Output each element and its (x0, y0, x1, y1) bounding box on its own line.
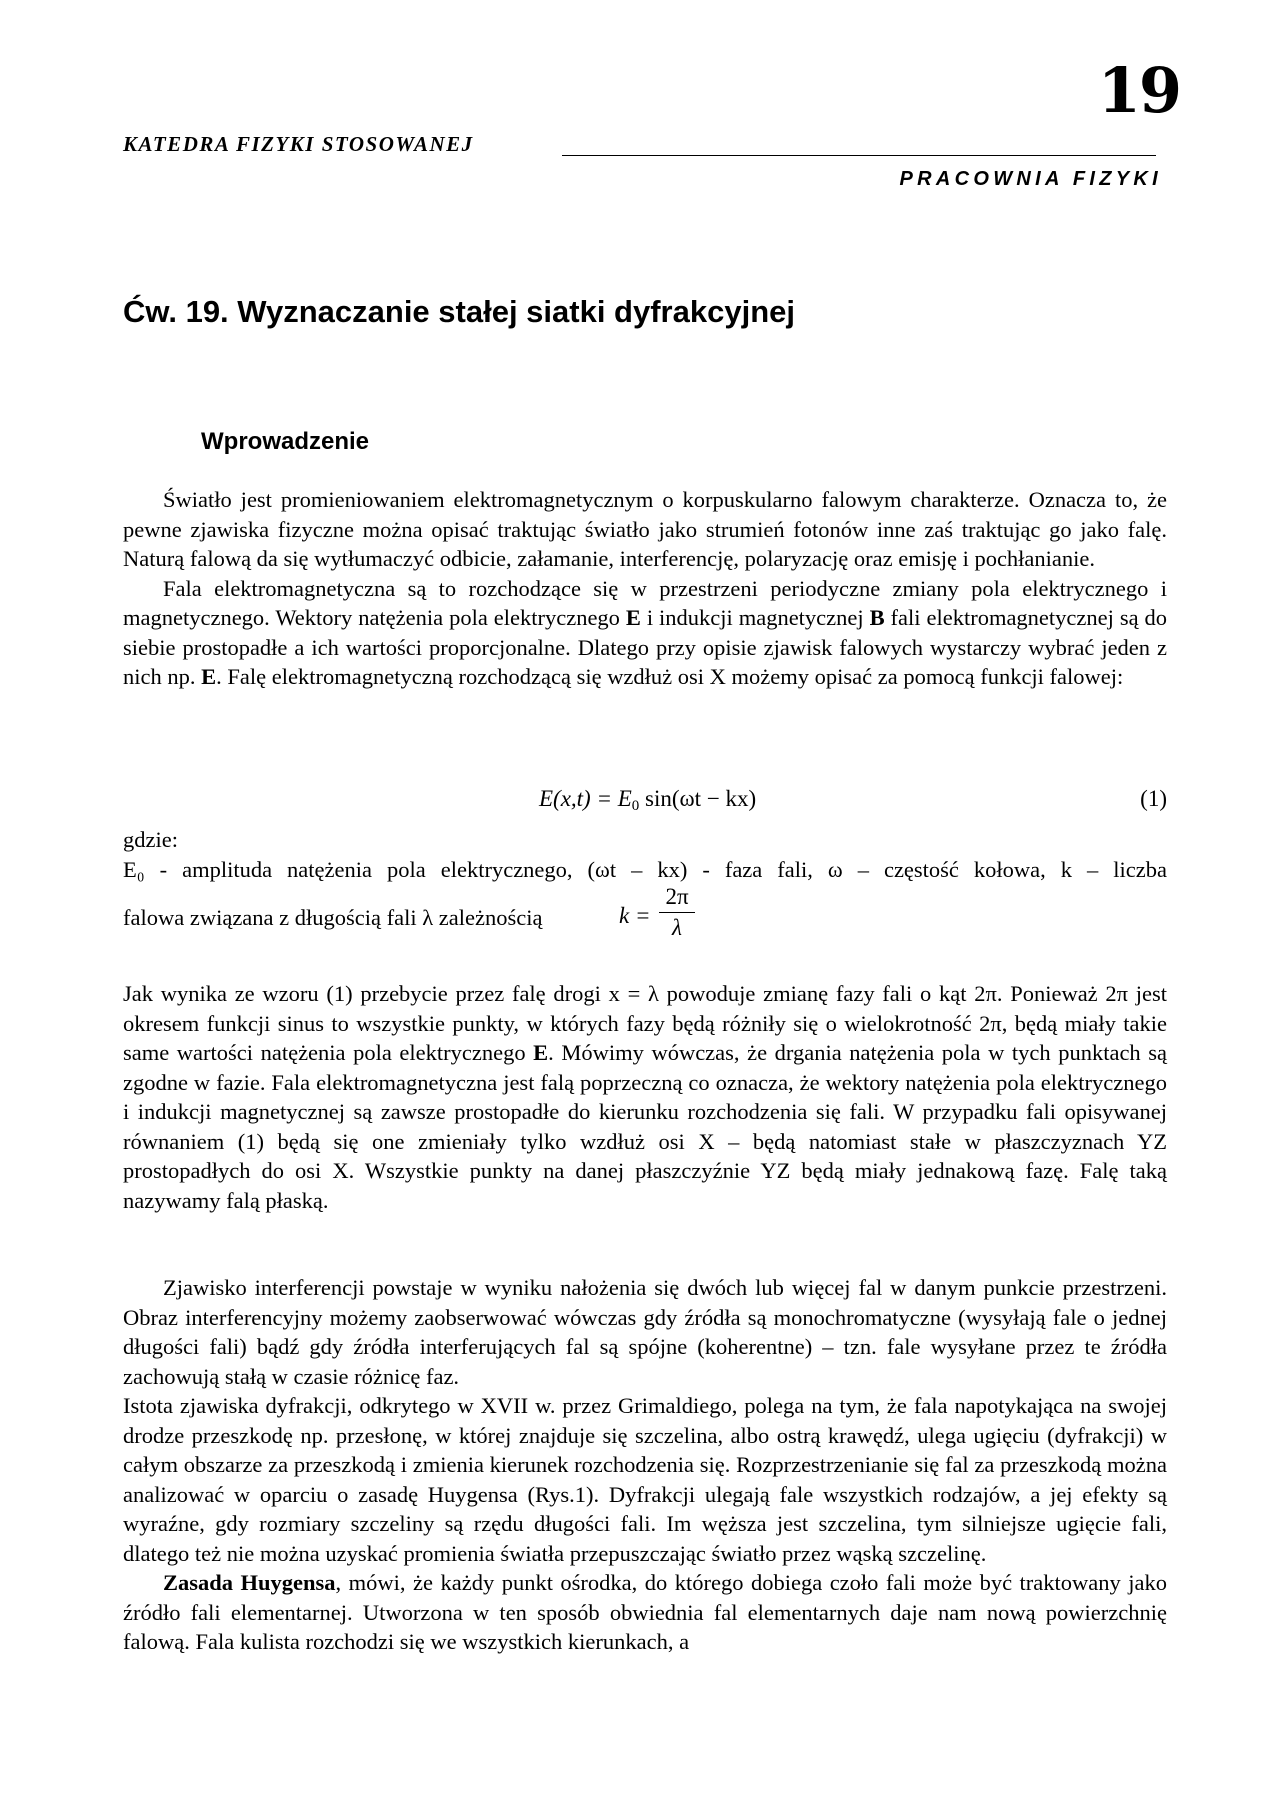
lab-header: PRACOWNIA FIZYKI (899, 168, 1162, 190)
text-span: Fala elektromagnetyczna są to rozchodzące się w przestrzeni periodyczne zmiany pola elektrycznego i magnetycznego. Wektory natężenia pola elektrycznego (123, 575, 1167, 630)
definition-line: E₀ - amplituda natężenia pola elektrycznego, (ωt – kx) - faza fali, ω – częstość kołowa, k – liczba (123, 857, 1167, 882)
vector-e: E (201, 664, 217, 689)
paragraph-huygens (123, 1568, 1167, 1657)
vector-e: E (533, 1040, 549, 1065)
text-span: . Falę elektromagnetyczną rozchodzącą się wzdłuż osi X możemy opisać za pomocą funkcji falowej: (216, 664, 1124, 689)
text-span: . Mówimy wówczas, że drgania natężenia pola w tych punktach są zgodne w fazie. Fala elektromagnetyczna jest falą poprzeczną co oznacza, że wektory natężenia pola elektrycznego i indukcji magnetycznej są zawsze prostopadłe do kierunku rozchodzenia się fali. W przypadku fali opisywanej równaniem (1) będą się one zmieniały tylko wzdłuż osi X – będą natomiast stałe w płaszczyznach YZ prostopadłych do osi X. Wszystkie punkty na danej płaszczyźnie YZ będą miały jednakową fazę. Falę taką nazywamy falą płaską. (123, 1040, 1167, 1213)
k-expression (619, 903, 650, 929)
fraction-denominator: λ (672, 915, 682, 940)
equation-subscript: 0 (631, 798, 640, 814)
paragraph-light: Światło jest promieniowaniem elektromagnetycznym o korpuskularno falowym charakterze. Oznacza to, że pewne zjawiska fizyczne można opisać traktując światło jako strumień fotonów inne zaś traktując go jako falę. Naturą falową da się wytłumaczyć odbicie, załamanie, interferencję, polaryzację oraz emisję i pochłanianie. (123, 487, 1167, 571)
equation-formula (539, 786, 756, 812)
vector-b: B (869, 605, 885, 630)
intro-block (123, 485, 1167, 692)
paragraph-diffraction: Istota zjawiska dyfrakcji, odkrytego w XVII w. przez Grimaldiego, polega na tym, że fala napotykająca na swojej drodze przeszkodę np. przesłonę, w której znajduje się szczelina, albo ostrą krawędź, ulega ugięciu (dyfrakcji) w całym obszarze za przeszkodą i zmienia kierunek rozchodzenia się. Rozprzestrzenianie się fal za przeszkodą można analizować w oparciu o zasadę Huygensa (Rys.1). Dyfrakcji ulegają fale wszystkich rodzajów, a jej efekty są wyraźne, gdy rozmiary szczeliny są rzędu długości fali. Im węższa jest szczelina, tym silniejsze ugięcie fali, dlatego też nie można uzyskać promienia światła przepuszczając światło przez wąską szczelinę. (123, 1393, 1167, 1566)
equation-number: (1) (1140, 786, 1167, 811)
paragraph-phase (123, 979, 1167, 1215)
k-label: k = (619, 903, 651, 928)
paragraph-em-wave (123, 574, 1167, 692)
falowa-line: falowa związana z długością fali λ zależnością (123, 905, 543, 930)
fraction-bar (659, 912, 695, 913)
header-rule (562, 155, 1156, 156)
wave-equation (123, 786, 1167, 816)
phase-block (123, 979, 1167, 1215)
text-span: , mówi, że każdy punkt ośrodka, do którego dobiega czoło fali może być traktowany jako źródło fali elementarnej. Utworzona w ten sposób obwiednia fal elementarnych daje nam nową powierzchnię falową. Fala kulista rozchodzi się we wszystkich kierunkach, a (123, 1570, 1167, 1654)
equation-rhs: sin(ωt − kx) (639, 786, 757, 811)
fraction (657, 884, 697, 941)
vector-e: E (625, 605, 641, 630)
equation-lhs: E(x,t) = E (539, 786, 632, 811)
text-span: Jak wynika ze wzoru (1) przebycie przez falę drogi x = λ powoduje zmianę fazy fali o kąt 2π. Ponieważ 2π jest okresem funkcji sinus to wszystkie punkty, w których fazy będą różniły się o wielokrotność 2π, będą miały takie same wartości natężenia pola elektrycznego (123, 981, 1167, 1065)
fraction-numerator: 2π (665, 884, 689, 909)
text-span: fali elektromagnetycznej są do siebie prostopadłe a ich wartości proporcjonalne. Dlatego przy opisie zjawisk falowych wystarczy wybrać jeden z nich np. (123, 605, 1167, 689)
interference-block (123, 1273, 1167, 1657)
paragraph-interference: Zjawisko interferencji powstaje w wyniku nałożenia się dwóch lub więcej fal w danym punkcie przestrzeni. Obraz interferencyjny możemy zaobserwować wówczas gdy źródła są monochromatyczne (wysyłają fale o jednej długości fali) bądź gdy źródła interferujących fal są spójne (koherentne) – tzn. fale wysyłane przez te źródła zachowują stałą w czasie różnicę faz. (123, 1275, 1167, 1389)
exercise-title: Ćw. 19. Wyznaczanie stałej siatki dyfrakcyjnej (123, 294, 795, 329)
department-header: KATEDRA FIZYKI STOSOWANEJ (123, 132, 474, 156)
gdzie-label: gdzie: (123, 827, 178, 852)
huygens-term: Zasada Huygensa (163, 1570, 336, 1595)
section-heading: Wprowadzenie (201, 428, 370, 455)
chapter-number: 19 (1097, 54, 1180, 127)
text-span: i indukcji magnetycznej (640, 605, 870, 630)
